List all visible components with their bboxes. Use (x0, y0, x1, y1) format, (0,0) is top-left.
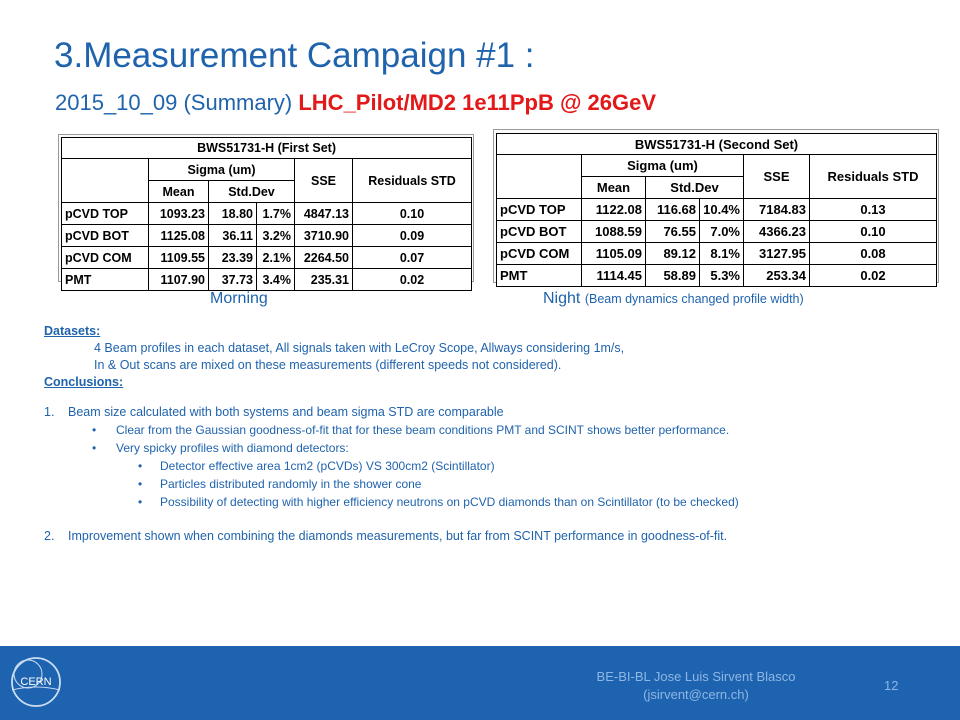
table-header-empty (497, 155, 582, 199)
table-header-mean: Mean (582, 177, 646, 199)
table-header-stddev: Std.Dev (209, 181, 295, 203)
bullet-item (44, 421, 944, 439)
table-title: BWS51731-H (Second Set) (497, 134, 937, 155)
item-number: 1. (44, 405, 55, 419)
conclusion-item (44, 528, 944, 545)
conclusions-header: Conclusions: (44, 375, 124, 389)
row-label: pCVD COM (497, 243, 582, 265)
cell-percent: 3.4% (257, 269, 295, 291)
subtitle-prefix: 2015_10_09 (Summary) (55, 90, 299, 115)
cell-percent: 5.3% (700, 265, 744, 287)
table-header-residuals: Residuals STD (353, 159, 472, 203)
cell-sse: 3710.90 (295, 225, 353, 247)
row-label: PMT (62, 269, 149, 291)
row-label: pCVD BOT (497, 221, 582, 243)
bullet-text: Clear from the Gaussian goodness-of-fit that for these beam conditions PMT and SCINT shows better performance. (116, 423, 730, 437)
cell-stddev: 18.80 (209, 203, 257, 225)
cell-residuals: 0.10 (810, 221, 937, 243)
cell-stddev: 23.39 (209, 247, 257, 269)
slide-title: 3.Measurement Campaign #1 : (54, 36, 535, 75)
table-header-residuals: Residuals STD (810, 155, 937, 199)
table-header-sigma: Sigma (um) (149, 159, 295, 181)
table-header-mean: Mean (149, 181, 209, 203)
cell-residuals: 0.08 (810, 243, 937, 265)
subtitle-highlight: LHC_Pilot/MD2 1e11PpB @ 26GeV (298, 90, 657, 115)
cell-mean: 1105.09 (582, 243, 646, 265)
caption-morning: Morning (210, 290, 268, 307)
table-row (497, 221, 937, 243)
bullet-icon: • (92, 441, 97, 455)
slide-subtitle (55, 90, 656, 116)
table-header-empty (62, 159, 149, 203)
item-text: Beam size calculated with both systems and beam sigma STD are comparable (68, 405, 504, 419)
cell-stddev: 76.55 (646, 221, 700, 243)
cell-stddev: 37.73 (209, 269, 257, 291)
table-header-sigma: Sigma (um) (582, 155, 744, 177)
footer-bar (0, 646, 960, 720)
datasets-line: In & Out scans are mixed on these measurements (different speeds not considered). (94, 358, 562, 372)
slide-body (44, 323, 944, 545)
cell-sse: 7184.83 (744, 199, 810, 221)
caption-night-note: (Beam dynamics changed profile width) (584, 292, 804, 306)
cell-percent: 7.0% (700, 221, 744, 243)
datasets-line: 4 Beam profiles in each dataset, All signals taken with LeCroy Scope, Allways considering 1m/s, (94, 341, 625, 355)
cell-mean: 1107.90 (149, 269, 209, 291)
footer-author (560, 668, 832, 704)
cell-residuals: 0.02 (810, 265, 937, 287)
cell-sse: 3127.95 (744, 243, 810, 265)
row-label: pCVD TOP (497, 199, 582, 221)
cell-residuals: 0.02 (353, 269, 472, 291)
table-header-sse: SSE (744, 155, 810, 199)
cell-residuals: 0.10 (353, 203, 472, 225)
table-row (497, 243, 937, 265)
table-header-stddev: Std.Dev (646, 177, 744, 199)
cell-percent: 2.1% (257, 247, 295, 269)
datasets-header: Datasets: (44, 324, 101, 338)
bullet-icon: • (138, 495, 143, 509)
table-row (497, 265, 937, 287)
page-number: 12 (884, 678, 899, 693)
sub-bullet-item (44, 493, 944, 511)
row-label: pCVD COM (62, 247, 149, 269)
table-row (62, 269, 472, 291)
cell-mean: 1114.45 (582, 265, 646, 287)
table-first-set-container (58, 134, 474, 287)
table-first-set (61, 137, 472, 291)
row-label: PMT (497, 265, 582, 287)
table-row (62, 247, 472, 269)
author-email: (jsirvent@cern.ch) (643, 687, 749, 702)
cell-percent: 8.1% (700, 243, 744, 265)
cell-stddev: 89.12 (646, 243, 700, 265)
cern-logo-text: CERN (20, 676, 52, 688)
bullet-text: Very spicky profiles with diamond detectors: (116, 441, 349, 455)
sub-bullet-item (44, 475, 944, 493)
cell-mean: 1109.55 (149, 247, 209, 269)
bullet-text: Detector effective area 1cm2 (pCVDs) VS 300cm2 (Scintillator) (160, 459, 495, 473)
cell-mean: 1093.23 (149, 203, 209, 225)
table-second-set-container (493, 129, 939, 283)
cell-sse: 4847.13 (295, 203, 353, 225)
caption-night (543, 290, 804, 308)
cell-stddev: 36.11 (209, 225, 257, 247)
cell-percent: 3.2% (257, 225, 295, 247)
cell-percent: 1.7% (257, 203, 295, 225)
sub-bullet-item (44, 457, 944, 475)
row-label: pCVD TOP (62, 203, 149, 225)
caption-night-label: Night (543, 290, 581, 307)
item-number: 2. (44, 529, 55, 543)
cell-mean: 1122.08 (582, 199, 646, 221)
item-text: Improvement shown when combining the diamonds measurements, but far from SCINT performance in goodness-of-fit. (68, 529, 728, 543)
table-second-set (496, 133, 937, 287)
table-row (497, 199, 937, 221)
cern-logo-icon (8, 654, 64, 710)
table-row (62, 225, 472, 247)
cell-sse: 253.34 (744, 265, 810, 287)
conclusion-item (44, 404, 944, 421)
table-header-sse: SSE (295, 159, 353, 203)
bullet-icon: • (138, 459, 143, 473)
cell-stddev: 116.68 (646, 199, 700, 221)
row-label: pCVD BOT (62, 225, 149, 247)
cell-residuals: 0.07 (353, 247, 472, 269)
cell-residuals: 0.09 (353, 225, 472, 247)
bullet-icon: • (138, 477, 143, 491)
cell-sse: 4366.23 (744, 221, 810, 243)
bullet-text: Possibility of detecting with higher efficiency neutrons on pCVD diamonds than on Scintillator (to be checked) (160, 495, 739, 509)
cell-mean: 1125.08 (149, 225, 209, 247)
table-title: BWS51731-H (First Set) (62, 138, 472, 159)
author-name: BE-BI-BL Jose Luis Sirvent Blasco (596, 669, 796, 684)
bullet-item (44, 439, 944, 457)
table-row (62, 203, 472, 225)
cell-mean: 1088.59 (582, 221, 646, 243)
cell-residuals: 0.13 (810, 199, 937, 221)
cell-sse: 235.31 (295, 269, 353, 291)
bullet-icon: • (92, 423, 97, 437)
cell-stddev: 58.89 (646, 265, 700, 287)
cell-percent: 10.4% (700, 199, 744, 221)
bullet-text: Particles distributed randomly in the shower cone (160, 477, 422, 491)
cell-sse: 2264.50 (295, 247, 353, 269)
